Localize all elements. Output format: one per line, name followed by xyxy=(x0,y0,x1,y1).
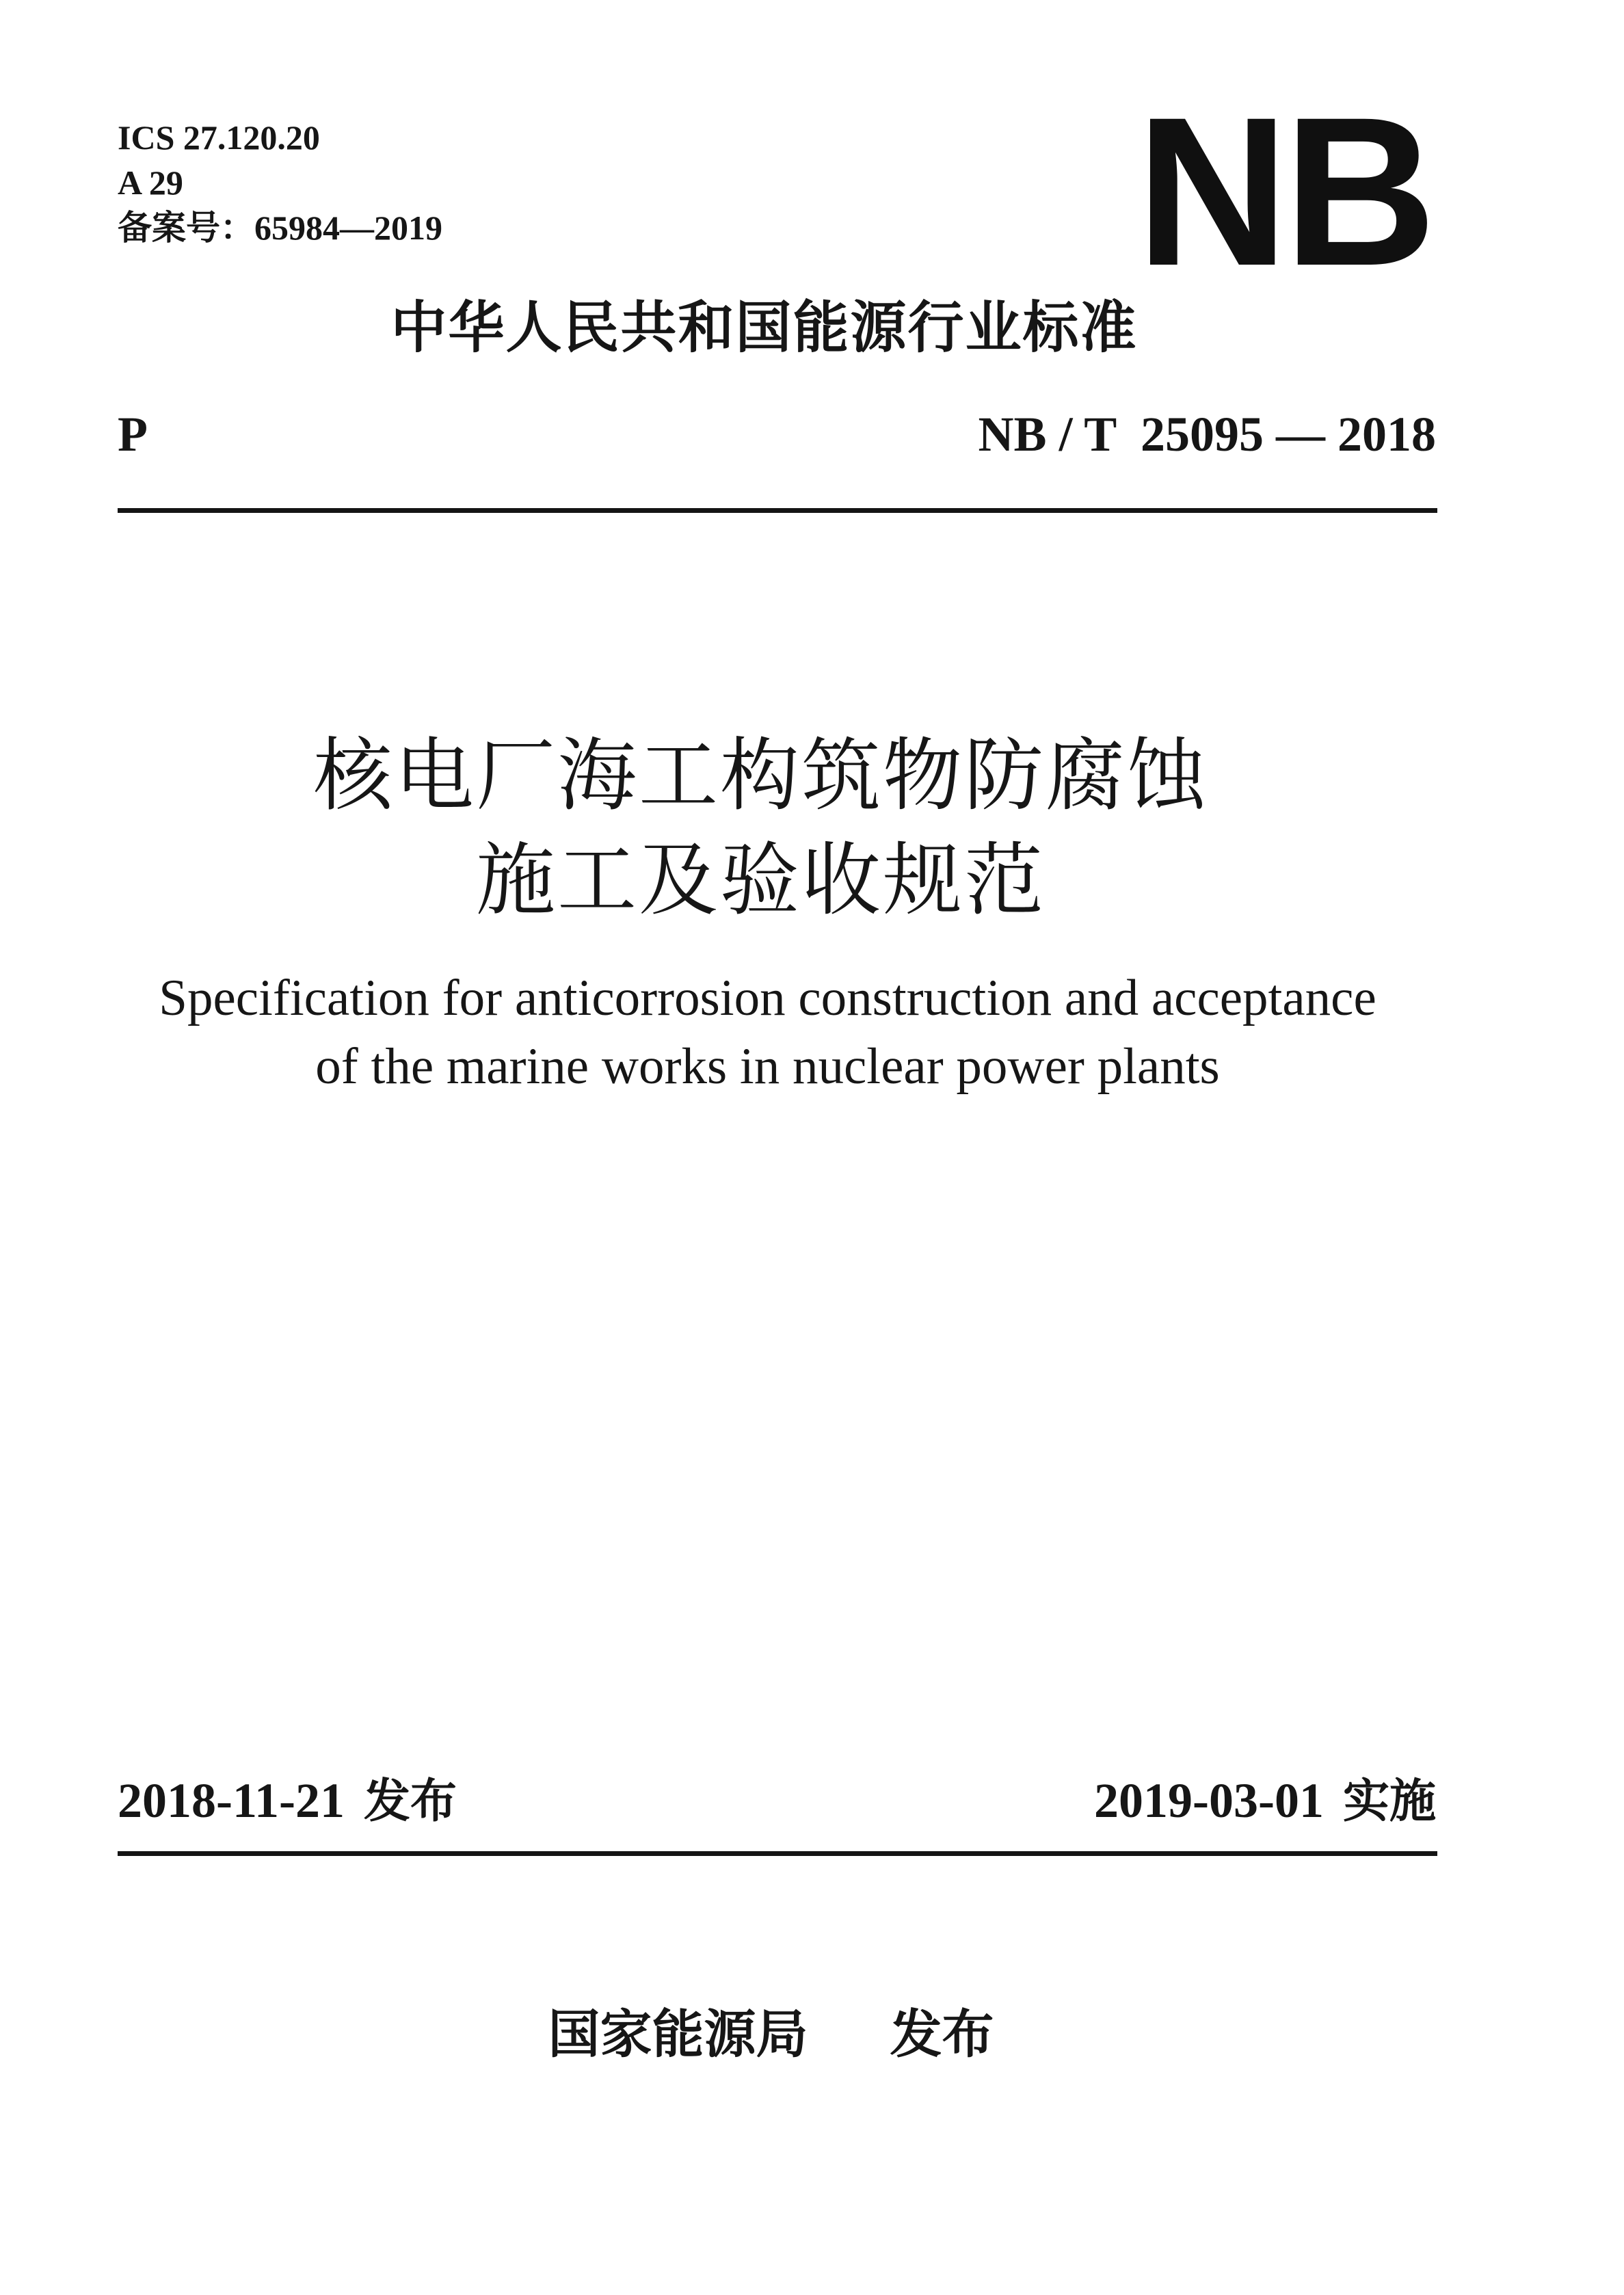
standard-type-heading: 中华人民共和国能源行业标准 xyxy=(390,295,1138,360)
issuer-name: 国家能源局 xyxy=(548,2004,808,2065)
issuer-label: 发布 xyxy=(890,2004,994,2065)
implement-date-block xyxy=(1094,1768,1436,1835)
ccs-code: A 29 xyxy=(118,163,183,202)
implement-date: 2019-03-01 xyxy=(1094,1773,1324,1828)
top-divider xyxy=(118,508,1437,513)
nb-logo: NB xyxy=(1136,72,1431,310)
bottom-divider xyxy=(118,1851,1437,1856)
standard-number: NB / T 25095 — 2018 xyxy=(978,407,1436,462)
record-number: 备案号：65984—2019 xyxy=(118,209,442,247)
classification-letter: P xyxy=(118,407,148,462)
classification-codes xyxy=(118,115,442,250)
ics-code: ICS 27.120.20 xyxy=(118,118,320,157)
chinese-title-line-2: 施工及验收规范 xyxy=(476,834,1046,927)
english-title-line-1: Specification for anticorrosion construction and acceptance xyxy=(159,970,1376,1026)
english-title-line-2: of the marine works in nuclear power plants xyxy=(315,1038,1220,1095)
implement-label: 实施 xyxy=(1342,1775,1436,1829)
issue-date: 2018-11-21 xyxy=(118,1773,345,1828)
chinese-title-line-1: 核电厂海工构筑物防腐蚀 xyxy=(313,730,1208,822)
issuer-line xyxy=(0,2000,1624,2069)
issue-label: 发布 xyxy=(363,1775,457,1829)
issue-date-block xyxy=(118,1768,457,1835)
